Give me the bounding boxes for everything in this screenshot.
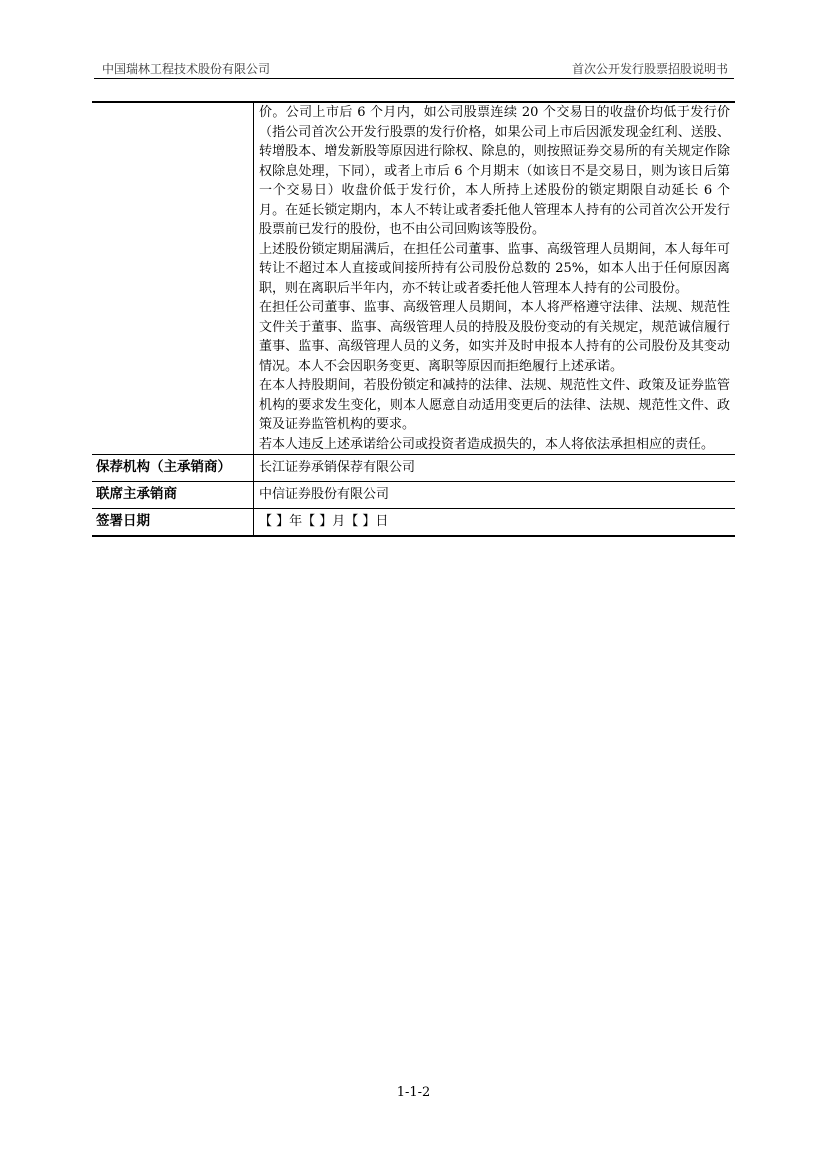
commitment-paragraph-5: 若本人违反上述承诺给公司或投资者造成损失的，本人将依法承担相应的责任。 <box>259 436 715 452</box>
table-row-sponsor <box>92 455 735 482</box>
signing-date-label: 签署日期 <box>92 509 254 537</box>
page-number: 1-1-2 <box>396 1085 431 1100</box>
commitment-label-cell <box>92 102 254 455</box>
commitment-paragraph-1: 价。公司上市后 6 个月内，如公司股票连续 20 个交易日的收盘价均低于发行价（指公司首次公开发行股票的发行价格，如果公司上市后因派发现金红利、送股、转增股本、增发新股等原因进行除权、除息的，则按照证券交易所的有关规定作除权除息处理，下同），或者上市后 6 个月期末（如该日不是交易日，则为该日后第一个交易日）收盘价低于发行价，本人所持上述股份的锁定期限自动延长 6 个月。在延长锁定期内，本人不转让或者委托他人管理本人持有的公司首次公开发行股票前已发行的股份，也不由公司回购该等股份。 <box>259 105 730 237</box>
commitment-paragraph-2: 上述股份锁定期届满后，在担任公司董事、监事、高级管理人员期间，本人每年可转让不超过本人直接或间接所持有公司股份总数的 25%，如本人出于任何原因离职，则在离职后半年内，亦不转让或者委托他人管理本人持有的公司股份。 <box>259 241 730 296</box>
header-document-title: 首次公开发行股票招股说明书 <box>571 62 728 76</box>
commitment-text-cell <box>254 102 736 455</box>
joint-underwriter-label: 联席主承销商 <box>92 482 254 509</box>
table-row-joint-underwriter <box>92 482 735 509</box>
header-company-name: 中国瑞林工程技术股份有限公司 <box>102 62 271 76</box>
table-row-signing-date <box>92 509 735 537</box>
table-row-commitment <box>92 102 735 455</box>
info-table <box>92 101 735 537</box>
joint-underwriter-value: 中信证券股份有限公司 <box>254 482 736 509</box>
sponsor-label: 保荐机构（主承销商） <box>92 455 254 482</box>
commitment-paragraph-4: 在本人持股期间，若股份锁定和减持的法律、法规、规范性文件、政策及证券监管机构的要求发生变化，则本人愿意自动适用变更后的法律、法规、规范性文件、政策及证券监管机构的要求。 <box>259 378 730 432</box>
page-header <box>94 58 734 78</box>
signing-date-value: 【 】年【 】月【 】日 <box>254 509 736 537</box>
commitment-paragraph-3: 在担任公司董事、监事、高级管理人员期间，本人将严格遵守法律、法规、规范性文件关于董事、监事、高级管理人员的持股及股份变动的有关规定，规范诚信履行董事、监事、高级管理人员的义务，如实并及时申报本人持有的公司股份及其变动情况。本人不会因职务变更、离职等原因而拒绝履行上述承诺。 <box>259 300 730 374</box>
sponsor-value: 长江证券承销保荐有限公司 <box>254 455 736 482</box>
header-rule <box>94 78 734 79</box>
